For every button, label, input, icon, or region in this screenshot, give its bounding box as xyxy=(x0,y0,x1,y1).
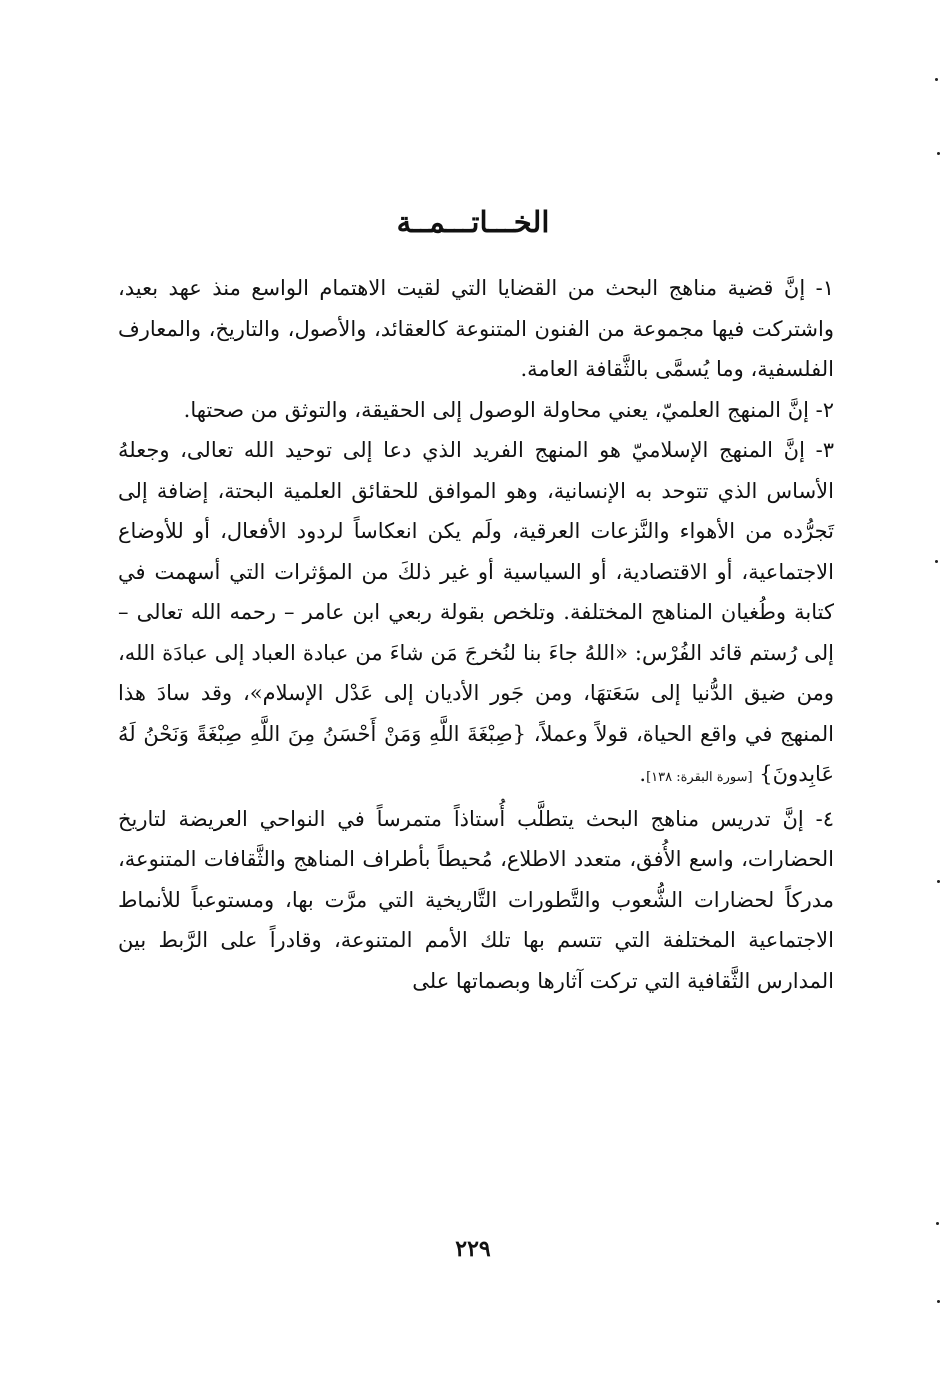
quran-reference-suffix: . xyxy=(639,762,647,786)
paragraph-3 xyxy=(118,430,834,799)
scan-dot xyxy=(937,880,940,883)
chapter-title: الخـــاتـــمــة xyxy=(396,205,550,239)
paragraph-1: ١- إنَّ قضية مناهج البحث من القضايا التي لقيت الاهتمام الواسع منذ عهد بعيد، واشتركت فيها مجموعة من الفنون المتنوعة كالعقائد، والأصول، والتاريخ، والمعارف الفلسفية، وما يُسمَّى بالثَّقافة العامة. xyxy=(118,276,834,381)
page-number: ٢٢٩ xyxy=(455,1236,491,1262)
quran-reference-text: [سورة البقرة: ١٣٨] xyxy=(646,770,753,785)
body-text xyxy=(118,268,834,1001)
paragraph-2: ٢- إنَّ المنهج العلميّ، يعني محاولة الوصول إلى الحقيقة، والتوثق من صحتها. xyxy=(183,397,834,422)
quran-reference xyxy=(646,770,753,785)
scan-dot xyxy=(935,560,938,563)
scan-dot xyxy=(937,152,940,155)
scan-dot xyxy=(935,78,938,81)
scan-dot xyxy=(936,1222,939,1225)
paragraph-3-text: ٣- إنَّ المنهج الإسلاميّ هو المنهج الفريد الذي دعا إلى توحيد الله تعالى، وجعلهُ الأساس الذي تتوحد به الإنسانية، وهو الموافق للحقائق العلمية البحتة، إضافة إلى تَجرُّده من الأهواء والنَّزعات العرقية، ولَم يكن انعكاساً لردود الأفعال، أو للأوضاع الاجتماعية، أو الاقتصادية، أو السياسية أو غير ذلكَ من المؤثرات التي أسهمت في كتابة وطُغيان المناهج المختلفة. وتلخص بقولة ربعي ابن عامر – رحمه الله تعالى – إلى رُستم قائد الفُرْس: «اللهُ جاءَ بنا لنُخرجَ مَن شاءَ من عبادة العباد إلى عبادَة الله، ومن ضيق الدُّنيا إلى سَعَتهَا، ومن جَور الأديان إلى عَدْل الإسلام»، وقد سادَ هذا المنهج في واقع الحياة، قولاً وعملاً، {صِبْغَةَ اللَّهِ وَمَنْ أَحْسَنُ مِنَ اللَّهِ صِبْغَةً وَنَحْنُ لَهُ عَابِدونَ} xyxy=(118,438,834,786)
scan-dot xyxy=(937,1300,940,1303)
paragraph-4: ٤- إنَّ تدريس مناهج البحث يتطلَّب أُستاذاً متمرساً في النواحي العريضة لتاريخ الحضارات، واسع الأُفق، متعدد الاطلاع، مُحيطاً بأطراف المناهج والثَّقافات المتنوعة، مدركاً لحضارات الشُّعوب والتَّطورات التَّاريخية التي مرَّت بها، ومستوعباً للأنماط الاجتماعية المختلفة التي تتسم بها تلك الأمم المتنوعة، وقادراً على الرَّبط بين المدارس الثَّقافية التي تركت آثارها وبصماتها على xyxy=(118,806,834,993)
